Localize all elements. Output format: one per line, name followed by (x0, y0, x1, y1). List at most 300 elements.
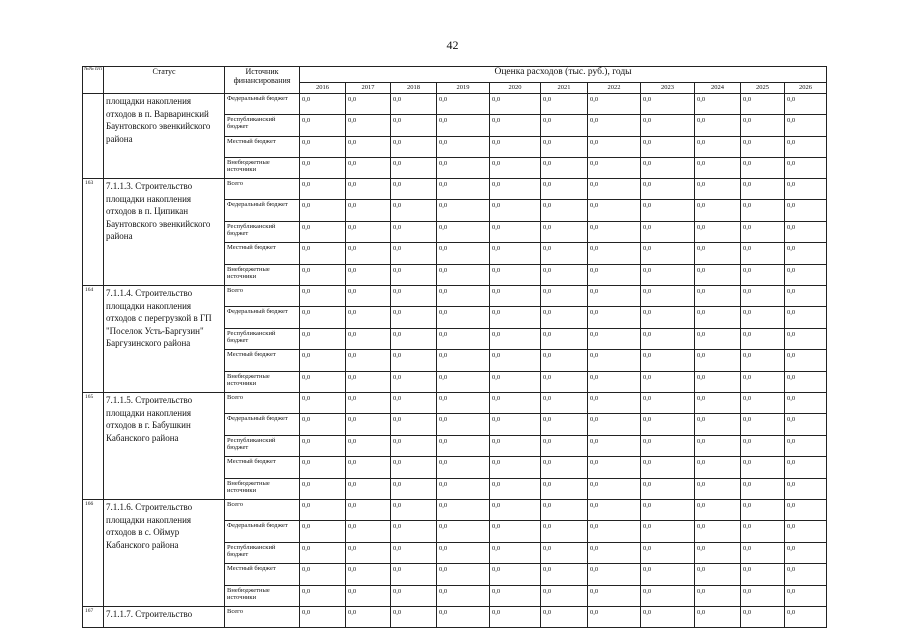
value-cell: 0,0 (641, 137, 695, 158)
value-cell: 0,0 (490, 307, 541, 329)
value-cell: 0,0 (588, 436, 641, 457)
value-cell: 0,0 (641, 436, 695, 457)
value-cell: 0,0 (437, 393, 490, 414)
value-cell: 0,0 (641, 372, 695, 393)
value-cell: 0,0 (741, 350, 785, 372)
value-cell: 0,0 (346, 586, 391, 607)
value-cell: 0,0 (490, 137, 541, 158)
value-cell: 0,0 (490, 158, 541, 179)
source-cell: Всего (225, 500, 300, 521)
value-cell: 0,0 (695, 158, 741, 179)
value-cell: 0,0 (490, 564, 541, 586)
page-number: 42 (446, 38, 459, 52)
value-cell: 0,0 (588, 94, 641, 115)
value-cell: 0,0 (741, 265, 785, 286)
value-cell: 0,0 (541, 500, 588, 521)
value-cell: 0,0 (641, 500, 695, 521)
source-cell: Местный бюджет (225, 243, 300, 265)
header-no: №№ п/п (83, 67, 104, 94)
value-cell: 0,0 (785, 286, 827, 307)
value-cell: 0,0 (346, 393, 391, 414)
source-cell: Федеральный бюджет (225, 521, 300, 543)
value-cell: 0,0 (588, 607, 641, 628)
value-cell: 0,0 (785, 137, 827, 158)
header-year: 2023 (641, 83, 695, 94)
header-year: 2017 (346, 83, 391, 94)
value-cell: 0,0 (490, 115, 541, 137)
value-cell: 0,0 (541, 457, 588, 479)
value-cell: 0,0 (785, 94, 827, 115)
value-cell: 0,0 (641, 414, 695, 436)
value-cell: 0,0 (346, 179, 391, 200)
value-cell: 0,0 (588, 200, 641, 222)
value-cell: 0,0 (695, 436, 741, 457)
value-cell: 0,0 (391, 94, 437, 115)
value-cell: 0,0 (541, 350, 588, 372)
value-cell: 0,0 (437, 158, 490, 179)
header-year: 2018 (391, 83, 437, 94)
value-cell: 0,0 (588, 350, 641, 372)
value-cell: 0,0 (641, 243, 695, 265)
source-cell: Республиканский бюджет (225, 543, 300, 564)
value-cell: 0,0 (588, 372, 641, 393)
value-cell: 0,0 (641, 158, 695, 179)
value-cell: 0,0 (588, 457, 641, 479)
status-cell: 7.1.1.7. Строительство (104, 607, 225, 628)
value-cell: 0,0 (785, 372, 827, 393)
value-cell: 0,0 (346, 243, 391, 265)
value-cell: 0,0 (641, 521, 695, 543)
value-cell: 0,0 (641, 115, 695, 137)
value-cell: 0,0 (490, 479, 541, 500)
header-status: Статус (104, 67, 225, 94)
value-cell: 0,0 (490, 329, 541, 350)
value-cell: 0,0 (391, 586, 437, 607)
source-cell: Республиканский бюджет (225, 329, 300, 350)
status-cell: 7.1.1.4. Строительство площадки накопления отходов с перегрузкой в ГП "Поселок Усть-Баргузин" Баргузинского района (104, 286, 225, 393)
source-cell: Республиканский бюджет (225, 436, 300, 457)
value-cell: 0,0 (785, 200, 827, 222)
value-cell: 0,0 (391, 393, 437, 414)
value-cell: 0,0 (346, 286, 391, 307)
value-cell: 0,0 (541, 286, 588, 307)
value-cell: 0,0 (300, 372, 346, 393)
value-cell: 0,0 (741, 286, 785, 307)
value-cell: 0,0 (695, 521, 741, 543)
value-cell: 0,0 (588, 479, 641, 500)
value-cell: 0,0 (785, 436, 827, 457)
value-cell: 0,0 (641, 586, 695, 607)
value-cell: 0,0 (541, 94, 588, 115)
value-cell: 0,0 (741, 372, 785, 393)
value-cell: 0,0 (641, 222, 695, 243)
value-cell: 0,0 (741, 607, 785, 628)
value-cell: 0,0 (541, 329, 588, 350)
value-cell: 0,0 (391, 414, 437, 436)
source-cell: Внебюджетные источники (225, 158, 300, 179)
value-cell: 0,0 (588, 158, 641, 179)
value-cell: 0,0 (741, 543, 785, 564)
value-cell: 0,0 (300, 607, 346, 628)
source-cell: Федеральный бюджет (225, 414, 300, 436)
value-cell: 0,0 (346, 307, 391, 329)
value-cell: 0,0 (695, 586, 741, 607)
source-cell: Внебюджетные источники (225, 479, 300, 500)
value-cell: 0,0 (641, 543, 695, 564)
value-cell: 0,0 (346, 222, 391, 243)
value-cell: 0,0 (541, 372, 588, 393)
value-cell: 0,0 (490, 286, 541, 307)
value-cell: 0,0 (437, 265, 490, 286)
source-cell: Федеральный бюджет (225, 200, 300, 222)
value-cell: 0,0 (391, 479, 437, 500)
value-cell: 0,0 (391, 222, 437, 243)
value-cell: 0,0 (490, 543, 541, 564)
value-cell: 0,0 (641, 265, 695, 286)
value-cell: 0,0 (541, 137, 588, 158)
value-cell: 0,0 (541, 200, 588, 222)
value-cell: 0,0 (588, 500, 641, 521)
source-cell: Внебюджетные источники (225, 586, 300, 607)
value-cell: 0,0 (300, 307, 346, 329)
value-cell: 0,0 (741, 243, 785, 265)
value-cell: 0,0 (437, 543, 490, 564)
value-cell: 0,0 (641, 307, 695, 329)
value-cell: 0,0 (741, 586, 785, 607)
value-cell: 0,0 (391, 179, 437, 200)
value-cell: 0,0 (391, 158, 437, 179)
value-cell: 0,0 (300, 200, 346, 222)
value-cell: 0,0 (391, 564, 437, 586)
value-cell: 0,0 (437, 94, 490, 115)
value-cell: 0,0 (695, 457, 741, 479)
value-cell: 0,0 (588, 329, 641, 350)
value-cell: 0,0 (741, 479, 785, 500)
value-cell: 0,0 (300, 265, 346, 286)
value-cell: 0,0 (300, 564, 346, 586)
value-cell: 0,0 (588, 543, 641, 564)
value-cell: 0,0 (741, 115, 785, 137)
value-cell: 0,0 (346, 137, 391, 158)
value-cell: 0,0 (391, 350, 437, 372)
value-cell: 0,0 (300, 350, 346, 372)
value-cell: 0,0 (741, 179, 785, 200)
value-cell: 0,0 (695, 115, 741, 137)
value-cell: 0,0 (437, 479, 490, 500)
value-cell: 0,0 (741, 393, 785, 414)
value-cell: 0,0 (541, 607, 588, 628)
value-cell: 0,0 (741, 564, 785, 586)
source-cell: Всего (225, 393, 300, 414)
table-row (83, 393, 827, 414)
value-cell: 0,0 (300, 158, 346, 179)
value-cell: 0,0 (588, 393, 641, 414)
value-cell: 0,0 (300, 329, 346, 350)
header-year: 2025 (741, 83, 785, 94)
value-cell: 0,0 (391, 329, 437, 350)
value-cell: 0,0 (346, 543, 391, 564)
value-cell: 0,0 (490, 265, 541, 286)
value-cell: 0,0 (741, 137, 785, 158)
value-cell: 0,0 (300, 500, 346, 521)
value-cell: 0,0 (490, 372, 541, 393)
status-cell: площадки накопления отходов в п. Варваринский Баунтовского эвенкийского района (104, 94, 225, 179)
value-cell: 0,0 (300, 243, 346, 265)
value-cell: 0,0 (741, 94, 785, 115)
value-cell: 0,0 (490, 500, 541, 521)
value-cell: 0,0 (785, 543, 827, 564)
status-cell: 7.1.1.5. Строительство площадки накопления отходов в г. Бабушкин Кабанского района (104, 393, 225, 500)
value-cell: 0,0 (437, 243, 490, 265)
value-cell: 0,0 (741, 329, 785, 350)
value-cell: 0,0 (490, 607, 541, 628)
value-cell: 0,0 (346, 436, 391, 457)
value-cell: 0,0 (391, 457, 437, 479)
value-cell: 0,0 (490, 436, 541, 457)
value-cell: 0,0 (541, 543, 588, 564)
value-cell: 0,0 (695, 414, 741, 436)
value-cell: 0,0 (391, 286, 437, 307)
value-cell: 0,0 (695, 307, 741, 329)
value-cell: 0,0 (785, 350, 827, 372)
value-cell: 0,0 (437, 436, 490, 457)
value-cell: 0,0 (490, 94, 541, 115)
value-cell: 0,0 (346, 265, 391, 286)
value-cell: 0,0 (541, 158, 588, 179)
value-cell: 0,0 (391, 265, 437, 286)
value-cell: 0,0 (741, 222, 785, 243)
value-cell: 0,0 (391, 543, 437, 564)
value-cell: 0,0 (741, 500, 785, 521)
value-cell: 0,0 (785, 521, 827, 543)
status-cell: 7.1.1.6. Строительство площадки накопления отходов в с. Оймур Кабанского района (104, 500, 225, 607)
value-cell: 0,0 (588, 414, 641, 436)
status-cell: 7.1.1.3. Строительство площадки накопления отходов в п. Ципикан Баунтовского эвенкийского района (104, 179, 225, 286)
value-cell: 0,0 (300, 115, 346, 137)
value-cell: 0,0 (346, 94, 391, 115)
value-cell: 0,0 (300, 457, 346, 479)
source-cell: Всего (225, 286, 300, 307)
value-cell: 0,0 (300, 521, 346, 543)
value-cell: 0,0 (490, 179, 541, 200)
value-cell: 0,0 (437, 137, 490, 158)
value-cell: 0,0 (641, 286, 695, 307)
header-year: 2021 (541, 83, 588, 94)
value-cell: 0,0 (695, 500, 741, 521)
value-cell: 0,0 (437, 500, 490, 521)
value-cell: 0,0 (346, 200, 391, 222)
value-cell: 0,0 (741, 521, 785, 543)
value-cell: 0,0 (741, 436, 785, 457)
value-cell: 0,0 (346, 564, 391, 586)
value-cell: 0,0 (695, 286, 741, 307)
value-cell: 0,0 (541, 307, 588, 329)
value-cell: 0,0 (346, 479, 391, 500)
table-row (83, 94, 827, 115)
value-cell: 0,0 (741, 158, 785, 179)
value-cell: 0,0 (541, 586, 588, 607)
value-cell: 0,0 (437, 414, 490, 436)
value-cell: 0,0 (300, 179, 346, 200)
table-row (83, 179, 827, 200)
value-cell: 0,0 (346, 350, 391, 372)
value-cell: 0,0 (785, 479, 827, 500)
source-cell: Всего (225, 179, 300, 200)
value-cell: 0,0 (490, 222, 541, 243)
value-cell: 0,0 (541, 479, 588, 500)
value-cell: 0,0 (437, 179, 490, 200)
value-cell: 0,0 (741, 414, 785, 436)
value-cell: 0,0 (695, 243, 741, 265)
row-number: 163 (83, 179, 104, 286)
source-cell: Республиканский бюджет (225, 115, 300, 137)
value-cell: 0,0 (437, 286, 490, 307)
value-cell: 0,0 (785, 500, 827, 521)
value-cell: 0,0 (300, 286, 346, 307)
value-cell: 0,0 (695, 350, 741, 372)
value-cell: 0,0 (437, 586, 490, 607)
value-cell: 0,0 (346, 329, 391, 350)
value-cell: 0,0 (437, 200, 490, 222)
budget-table (82, 66, 827, 628)
table-header (83, 67, 827, 94)
value-cell: 0,0 (785, 393, 827, 414)
value-cell: 0,0 (695, 479, 741, 500)
value-cell: 0,0 (641, 457, 695, 479)
value-cell: 0,0 (541, 393, 588, 414)
value-cell: 0,0 (391, 243, 437, 265)
value-cell: 0,0 (346, 372, 391, 393)
source-cell: Всего (225, 607, 300, 628)
value-cell: 0,0 (391, 607, 437, 628)
value-cell: 0,0 (588, 243, 641, 265)
source-cell: Внебюджетные источники (225, 372, 300, 393)
value-cell: 0,0 (437, 329, 490, 350)
row-number: 166 (83, 500, 104, 607)
value-cell: 0,0 (437, 222, 490, 243)
value-cell: 0,0 (785, 607, 827, 628)
value-cell: 0,0 (300, 414, 346, 436)
value-cell: 0,0 (641, 607, 695, 628)
value-cell: 0,0 (588, 286, 641, 307)
value-cell: 0,0 (588, 521, 641, 543)
value-cell: 0,0 (588, 115, 641, 137)
value-cell: 0,0 (391, 521, 437, 543)
source-cell: Местный бюджет (225, 137, 300, 158)
header-year: 2019 (437, 83, 490, 94)
value-cell: 0,0 (695, 543, 741, 564)
value-cell: 0,0 (588, 564, 641, 586)
source-cell: Федеральный бюджет (225, 307, 300, 329)
value-cell: 0,0 (346, 414, 391, 436)
value-cell: 0,0 (588, 586, 641, 607)
value-cell: 0,0 (741, 457, 785, 479)
value-cell: 0,0 (437, 350, 490, 372)
value-cell: 0,0 (490, 414, 541, 436)
row-number (83, 94, 104, 179)
value-cell: 0,0 (346, 607, 391, 628)
row-number: 165 (83, 393, 104, 500)
source-cell: Внебюджетные источники (225, 265, 300, 286)
value-cell: 0,0 (300, 137, 346, 158)
value-cell: 0,0 (641, 350, 695, 372)
value-cell: 0,0 (391, 307, 437, 329)
value-cell: 0,0 (437, 115, 490, 137)
source-cell: Республиканский бюджет (225, 222, 300, 243)
value-cell: 0,0 (588, 137, 641, 158)
value-cell: 0,0 (541, 115, 588, 137)
value-cell: 0,0 (490, 521, 541, 543)
value-cell: 0,0 (391, 137, 437, 158)
value-cell: 0,0 (437, 564, 490, 586)
value-cell: 0,0 (695, 265, 741, 286)
value-cell: 0,0 (490, 393, 541, 414)
row-number: 164 (83, 286, 104, 393)
value-cell: 0,0 (490, 243, 541, 265)
value-cell: 0,0 (346, 521, 391, 543)
value-cell: 0,0 (300, 393, 346, 414)
value-cell: 0,0 (641, 329, 695, 350)
table-row (83, 500, 827, 521)
value-cell: 0,0 (695, 179, 741, 200)
table-body (83, 94, 827, 628)
value-cell: 0,0 (541, 564, 588, 586)
header-year: 2016 (300, 83, 346, 94)
value-cell: 0,0 (437, 607, 490, 628)
value-cell: 0,0 (785, 307, 827, 329)
header-source: Источник финансирования (225, 67, 300, 94)
value-cell: 0,0 (641, 564, 695, 586)
value-cell: 0,0 (541, 414, 588, 436)
value-cell: 0,0 (695, 94, 741, 115)
source-cell: Местный бюджет (225, 564, 300, 586)
value-cell: 0,0 (785, 243, 827, 265)
value-cell: 0,0 (641, 179, 695, 200)
value-cell: 0,0 (695, 137, 741, 158)
value-cell: 0,0 (300, 479, 346, 500)
value-cell: 0,0 (785, 222, 827, 243)
value-cell: 0,0 (391, 200, 437, 222)
value-cell: 0,0 (695, 200, 741, 222)
header-estimate: Оценка расходов (тыс. руб.), годы (300, 67, 827, 83)
value-cell: 0,0 (641, 200, 695, 222)
value-cell: 0,0 (437, 457, 490, 479)
header-year: 2020 (490, 83, 541, 94)
value-cell: 0,0 (541, 265, 588, 286)
value-cell: 0,0 (490, 457, 541, 479)
value-cell: 0,0 (695, 393, 741, 414)
source-cell: Федеральный бюджет (225, 94, 300, 115)
table-row (83, 286, 827, 307)
value-cell: 0,0 (300, 436, 346, 457)
value-cell: 0,0 (588, 265, 641, 286)
value-cell: 0,0 (785, 158, 827, 179)
header-year: 2024 (695, 83, 741, 94)
value-cell: 0,0 (588, 307, 641, 329)
value-cell: 0,0 (437, 372, 490, 393)
value-cell: 0,0 (300, 586, 346, 607)
value-cell: 0,0 (300, 94, 346, 115)
value-cell: 0,0 (785, 329, 827, 350)
value-cell: 0,0 (695, 607, 741, 628)
value-cell: 0,0 (490, 350, 541, 372)
value-cell: 0,0 (541, 179, 588, 200)
source-cell: Местный бюджет (225, 457, 300, 479)
value-cell: 0,0 (785, 179, 827, 200)
header-year: 2022 (588, 83, 641, 94)
value-cell: 0,0 (391, 500, 437, 521)
value-cell: 0,0 (346, 500, 391, 521)
